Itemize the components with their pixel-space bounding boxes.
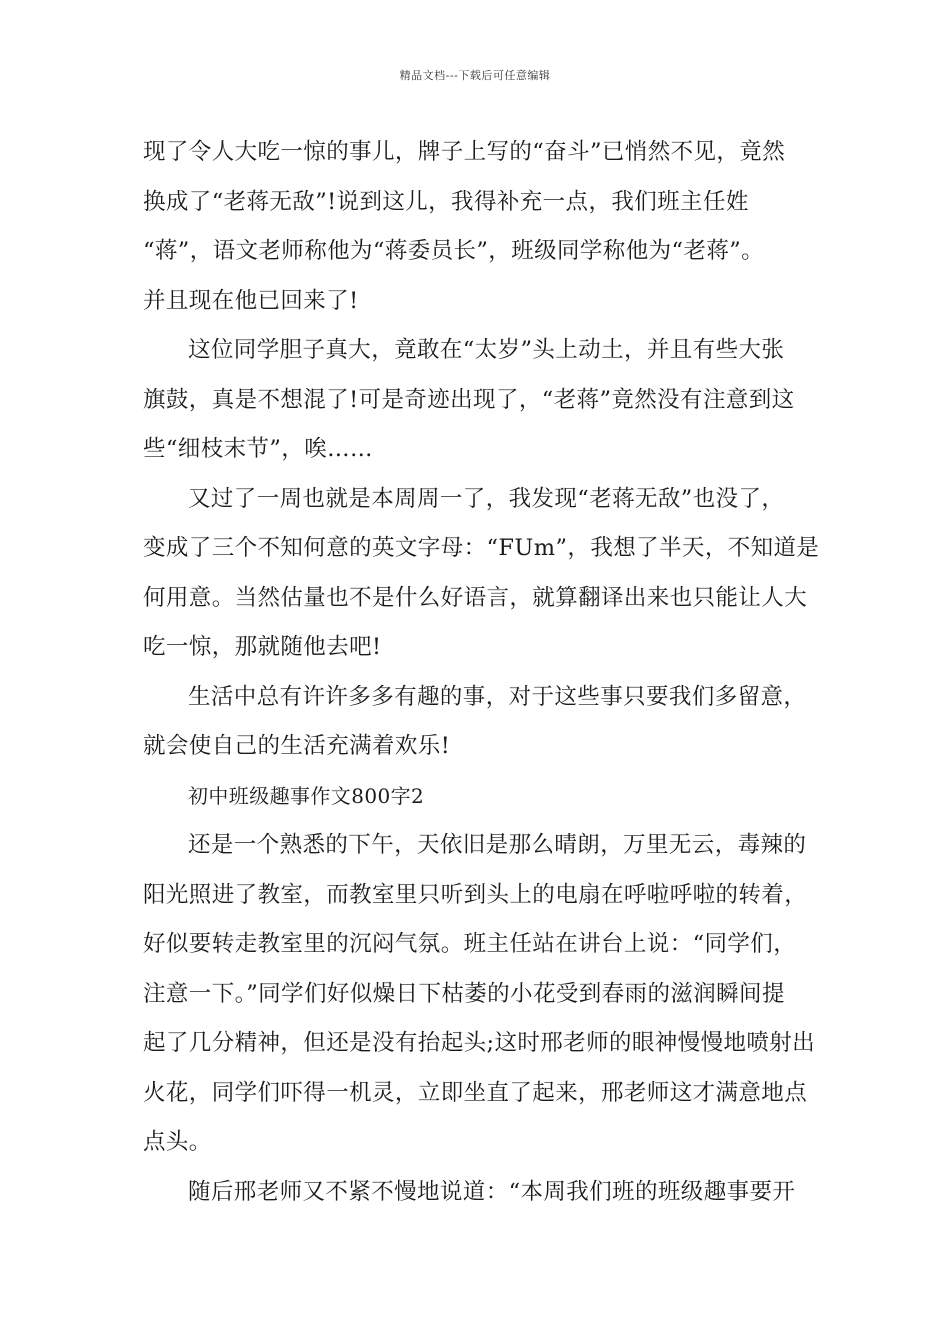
text-line: 并且现在他已回来了!	[143, 287, 359, 314]
text-line: 注意一下。”同学们好似燥日下枯萎的小花受到春雨的滋润瞬间提	[143, 980, 785, 1007]
text-line: 何用意。当然估量也不是什么好语言，就算翻译出来也只能让人大	[143, 584, 808, 611]
text-line: 初中班级趣事作文800字2	[188, 783, 425, 808]
text-line: 随后邢老师又不紧不慢地说道：“本周我们班的班级趣事要开	[188, 1178, 796, 1205]
text-line: 还是一个熟悉的下午，天依旧是那么晴朗，万里无云，毒辣的	[188, 832, 807, 858]
text-line: “蒋”，语文老师称他为“蒋委员长”，班级同学称他为“老蒋”。	[143, 238, 765, 264]
section-heading	[143, 777, 813, 827]
paragraph	[143, 1173, 813, 1223]
paragraph	[143, 826, 816, 1173]
text-line: 些“细枝末节”，唉……	[143, 436, 373, 462]
paragraph	[143, 678, 813, 777]
text-line: 点头。	[143, 1129, 212, 1155]
text-line: 现了令人大吃一惊的事儿，牌子上写的“奋斗”已悄然不见，竟然	[143, 139, 786, 165]
text-line: 好似要转走教室里的沉闷气氛。班主任站在讲台上说：“同学们，	[143, 931, 797, 957]
text-line: 这位同学胆子真大，竟敢在“太岁”头上动土，并且有些大张	[188, 337, 785, 363]
text-line: 阳光照进了教室，而教室里只听到头上的电扇在呼啦呼啦的转着，	[143, 881, 808, 908]
text-line: 又过了一周也就是本周周一了，我发现“老蒋无敌”也没了，	[188, 485, 785, 512]
text-line: 换成了“老蒋无敌”!说到这儿，我得补充一点，我们班主任姓	[143, 188, 749, 215]
page-header: 精品文档---下载后可任意编辑	[399, 69, 551, 82]
text-line: 就会使自己的生活充满着欢乐!	[143, 733, 451, 759]
text-line: 变成了三个不知何意的英文字母：“FUm”，我想了半天，不知道是	[143, 535, 820, 561]
text-line: 起了几分精神，但还是没有抬起头;这时邢老师的眼神慢慢地喷射出	[143, 1030, 816, 1056]
text-line: 旗鼓，真是不想混了!可是奇迹出现了，“老蒋”竟然没有注意到这	[143, 386, 795, 413]
text-line: 吃一惊，那就随他去吧!	[143, 634, 382, 660]
document-body	[143, 133, 820, 1222]
text-line: 火花，同学们吓得一机灵，立即坐直了起来，邢老师这才满意地点	[143, 1079, 808, 1106]
paragraph	[143, 480, 820, 678]
text-line: 生活中总有许许多多有趣的事，对于这些事只要我们多留意，	[188, 683, 807, 710]
paragraph	[143, 133, 813, 331]
paragraph	[143, 331, 813, 480]
